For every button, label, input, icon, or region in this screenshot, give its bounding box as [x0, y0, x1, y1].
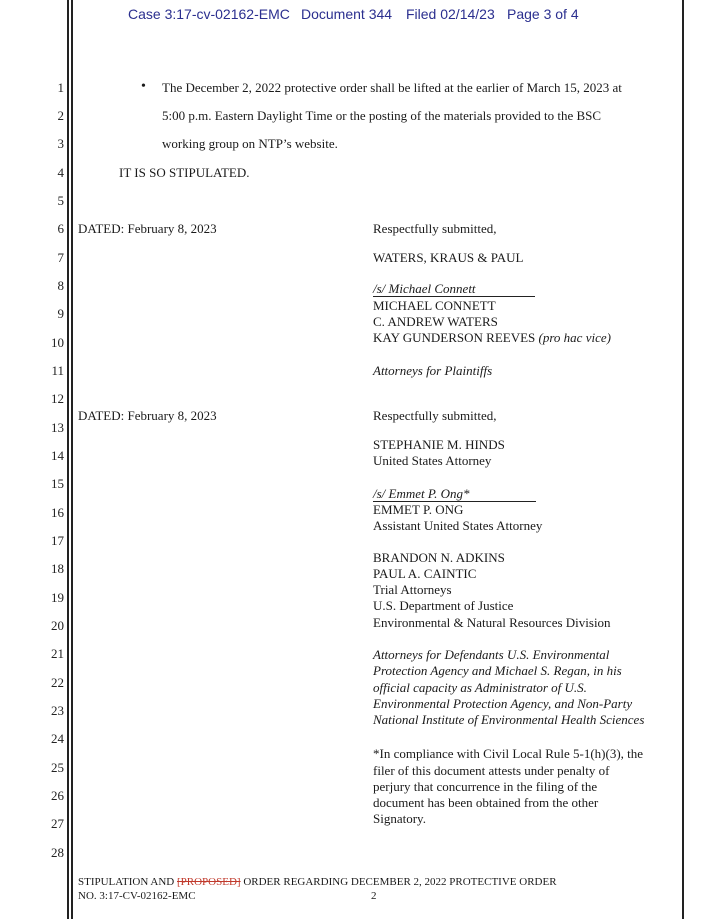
line-number: 19	[51, 590, 64, 605]
line-number: 20	[51, 618, 64, 633]
line-number: 9	[57, 306, 64, 321]
line-number: 14	[51, 448, 64, 463]
line-number: 16	[51, 505, 64, 520]
defendants-role-line: National Institute of Environmental Health Sciences	[373, 712, 645, 727]
dated-plaintiffs: DATED: February 8, 2023	[78, 221, 217, 236]
attestation-line: filer of this document attests under penalty of	[373, 763, 610, 778]
bullet-icon: •	[141, 79, 146, 94]
footer-case-number: NO. 3:17-CV-02162-EMC	[78, 890, 196, 902]
line-number: 7	[57, 250, 64, 265]
signer-title: Assistant United States Attorney	[373, 518, 543, 533]
left-margin-rule-inner	[71, 0, 73, 919]
trial-attorney-line: BRANDON N. ADKINS	[373, 550, 505, 565]
defendants-role-line: Protection Agency and Michael S. Regan, in his	[373, 663, 622, 678]
us-attorney-name: STEPHANIE M. HINDS	[373, 437, 505, 452]
dated-defendants: DATED: February 8, 2023	[78, 408, 217, 423]
document-number: Document 344	[301, 6, 393, 22]
line-number: 27	[51, 816, 64, 831]
attorney-name: C. ANDREW WATERS	[373, 314, 498, 329]
trial-attorney-line: U.S. Department of Justice	[373, 598, 514, 613]
bullet-text-line: The December 2, 2022 protective order shall be lifted at the earlier of March 15, 2023 at	[162, 80, 622, 95]
right-margin-rule	[682, 0, 684, 919]
us-attorney-title: United States Attorney	[373, 453, 492, 468]
struck-proposed: [PROPOSED]	[177, 876, 241, 888]
line-number: 21	[51, 646, 64, 661]
attestation-line: Signatory.	[373, 811, 426, 826]
bullet-text-line: 5:00 p.m. Eastern Daylight Time or the posting of the materials provided to the BSC	[162, 108, 602, 123]
trial-attorney-line: PAUL A. CAINTIC	[373, 566, 477, 581]
footer-title-text: ORDER REGARDING DECEMBER 2, 2022 PROTECTIVE ORDER	[240, 876, 557, 888]
attorney-name-line	[373, 330, 611, 346]
respectfully-submitted: Respectfully submitted,	[373, 221, 497, 236]
bullet-text-line: working group on NTP’s website.	[162, 136, 338, 151]
page-count: Page 3 of 4	[507, 6, 579, 22]
trial-attorney-line: Environmental & Natural Resources Division	[373, 615, 611, 630]
line-number: 11	[51, 363, 64, 378]
line-number: 1	[57, 80, 64, 95]
filed-date: Filed 02/14/23	[406, 6, 495, 22]
line-number: 5	[57, 193, 64, 208]
footer-page-number: 2	[371, 890, 377, 902]
line-number: 18	[51, 561, 64, 576]
line-number: 4	[57, 165, 64, 180]
attorney-name: MICHAEL CONNETT	[373, 298, 496, 313]
defendants-role-line: official capacity as Administrator of U.S.	[373, 680, 587, 695]
defendant-signature: /s/ Emmet P. Ong*	[373, 486, 470, 501]
line-number: 17	[51, 533, 64, 548]
defendants-role-line: Attorneys for Defendants U.S. Environmental	[373, 647, 610, 662]
signature-line	[373, 296, 535, 297]
line-number: 23	[51, 703, 64, 718]
footer-title	[78, 876, 557, 888]
case-number: Case 3:17-cv-02162-EMC	[128, 6, 290, 22]
line-number: 24	[51, 731, 64, 746]
stipulated-statement: IT IS SO STIPULATED.	[119, 165, 250, 180]
attorney-name: KAY GUNDERSON REEVES	[373, 330, 536, 345]
pro-hac-vice-note: (pro hac vice)	[538, 330, 611, 345]
line-number: 8	[57, 278, 64, 293]
line-number: 15	[51, 476, 64, 491]
attestation-line: document has been obtained from the other	[373, 795, 599, 810]
line-number: 22	[51, 675, 64, 690]
left-margin-rule-outer	[67, 0, 69, 919]
line-number: 3	[57, 136, 64, 151]
signer-name: EMMET P. ONG	[373, 502, 464, 517]
attestation-line: perjury that concurrence in the filing of the	[373, 779, 598, 794]
footer-title-text: STIPULATION AND	[78, 876, 177, 888]
defendants-role-line: Environmental Protection Agency, and Non-Party	[373, 696, 633, 711]
line-number: 26	[51, 788, 64, 803]
attestation-line: *In compliance with Civil Local Rule 5-1(h)(3), the	[373, 746, 644, 761]
line-number: 28	[51, 845, 64, 860]
line-number: 2	[57, 108, 64, 123]
line-number: 12	[51, 391, 64, 406]
line-number: 10	[51, 335, 64, 350]
plaintiffs-role: Attorneys for Plaintiffs	[373, 363, 493, 378]
line-number: 25	[51, 760, 64, 775]
line-number: 6	[57, 221, 64, 236]
line-number: 13	[51, 420, 64, 435]
trial-attorney-line: Trial Attorneys	[373, 582, 452, 597]
plaintiff-signature: /s/ Michael Connett	[373, 281, 476, 296]
respectfully-submitted: Respectfully submitted,	[373, 408, 497, 423]
law-firm-name: WATERS, KRAUS & PAUL	[373, 250, 524, 265]
